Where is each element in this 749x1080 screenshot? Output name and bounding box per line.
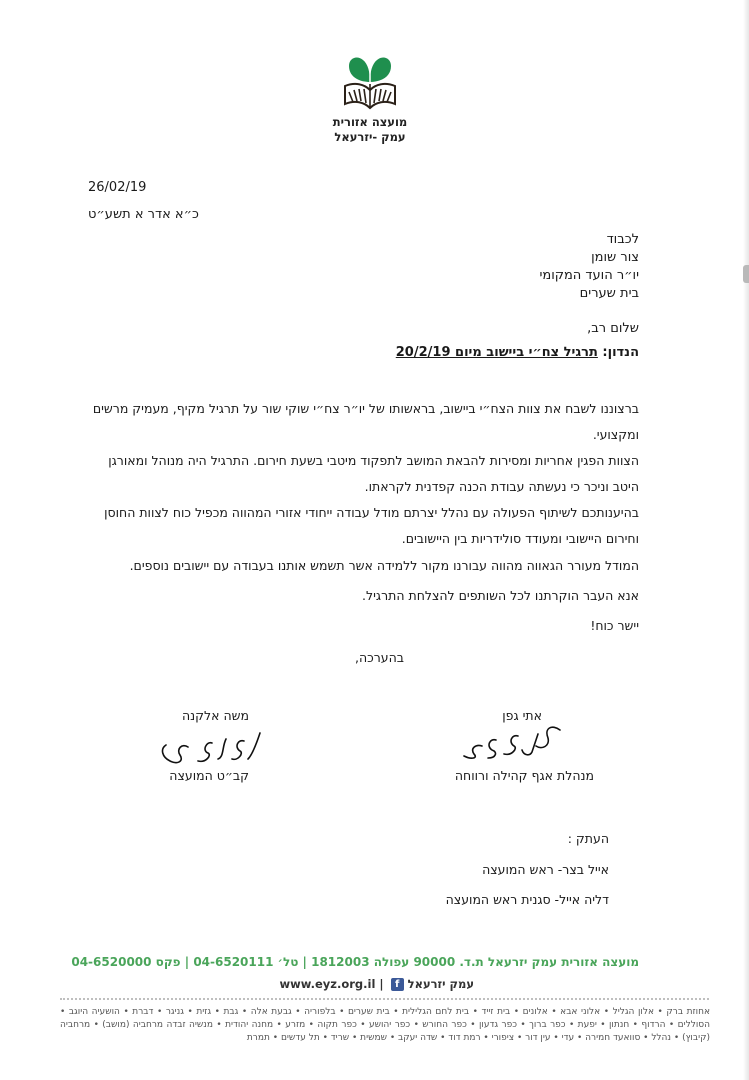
body-paragraph-3: בהיענותכם לשיתוף הפעולה עם נהלל יצרתם מודל עבודה ייחודי אזורי המהווה מכפיל כוח לצוות החוסן וחירום היישובי ומעודד סולידריות בין היישובים. bbox=[104, 505, 639, 546]
body-paragraph-2: הצוות הפגין אחריות ומסירות להבאת המושב לתפקוד מיטבי בשעת חירום. התרגיל היה מנוהל ומאורגן היטב וניכר כי נעשתה עבודת הכנה קפדנית לקראתו. bbox=[108, 453, 639, 494]
footer-contact: מועצה אזורית עמק יזרעאל ת.ד. 90000 עפולה 1812003 | טל׳ 04-6520111 | פקס 04-6520000 bbox=[71, 955, 639, 969]
footer-separator: | bbox=[379, 977, 384, 991]
signature-right-handwriting-icon bbox=[452, 716, 572, 764]
footer-divider bbox=[60, 998, 709, 1000]
footer-links bbox=[279, 977, 474, 991]
body-paragraph-6: יישר כוח! bbox=[590, 618, 639, 633]
body-paragraph-5: אנא העבר הוקרתנו לכל השותפים להצלחת התרגיל. bbox=[362, 588, 639, 603]
greeting: שלום רב, bbox=[587, 321, 639, 336]
villages-list: אחוזת ברק • אלון הגליל • אלוני אבא • אלונים • בית זייד • בית לחם הגלילית • בית שערים • בלפוריה • גבעת אלה • גבת • גזית • גניגר • דברת • הושעיה היוגב • הסוללים • הרדוף • חנתון • יפעת • כפר ברוך • כפר גדעון • כפר החורש • כפר יהושע • כפר תקוה • מזרע • מחנה יהודית • מנשיה זבדה מרחביה (מושב) • מרחביה (קיבוץ) • נהלל • סוואעד חמירה • עדי • עין דור • ציפורי • רמת דוד • שדה יעקב • שמשית • שריד • תל עדשים • תמרת bbox=[60, 1007, 710, 1043]
recipient-line-1: לכבוד bbox=[606, 232, 639, 247]
page-edge-shadow bbox=[743, 0, 749, 1080]
subject-line bbox=[396, 345, 639, 360]
scroll-indicator[interactable] bbox=[743, 265, 749, 283]
subject-label: הנדון: bbox=[602, 345, 639, 360]
gregorian-date: 26/02/19 bbox=[88, 180, 147, 195]
signature-left-title: קב״ט המועצה bbox=[169, 768, 249, 783]
body-paragraph-1: ברצוננו לשבח את צוות הצח״י ביישוב, בראשותו של יו״ר צח״י שוקי שור על תרגיל מקיף, מעמיק מרשים ומקצועי. bbox=[92, 401, 639, 442]
recipient-line-4: בית שערים bbox=[579, 286, 639, 301]
hebrew-date: כ״א אדר א תשע״ט bbox=[88, 207, 199, 222]
recipient-line-2: צור שומן bbox=[591, 250, 639, 265]
facebook-icon[interactable]: f bbox=[391, 978, 404, 991]
council-logo bbox=[327, 52, 413, 144]
logo-line-2: עמק -יזרעאל bbox=[334, 130, 406, 144]
signature-right-title: מנהלת אגף קהילה ורווחה bbox=[454, 768, 594, 783]
signature-left-handwriting-icon bbox=[152, 725, 267, 770]
cc-label: העתק : bbox=[567, 831, 609, 846]
body-paragraph-4: המודל מעורר הגאווה מהווה עבורנו מקור ללמידה אשר תשמש אותנו בעבודה עם יישובים נוספים. bbox=[129, 558, 639, 573]
cc-line-1: אייל בצר- ראש המועצה bbox=[482, 862, 609, 877]
cc-line-2: דליה אייל- סגנית ראש המועצה bbox=[445, 892, 609, 907]
leaf-book-logo-icon bbox=[339, 52, 401, 114]
facebook-label[interactable]: עמק יזרעאל bbox=[407, 977, 474, 991]
recipient-line-3: יו״ר הועד המקומי bbox=[539, 268, 639, 283]
closing: בהערכה, bbox=[354, 650, 404, 665]
signature-left-name: משה אלקנה bbox=[182, 708, 249, 723]
website-link[interactable]: www.eyz.org.il bbox=[279, 977, 376, 991]
logo-line-1: מועצה אזורית bbox=[332, 115, 408, 129]
subject-text: תרגיל צח״י ביישוב מיום 20/2/19 bbox=[395, 345, 598, 360]
signature-right-name: אתי גפן bbox=[502, 708, 542, 723]
